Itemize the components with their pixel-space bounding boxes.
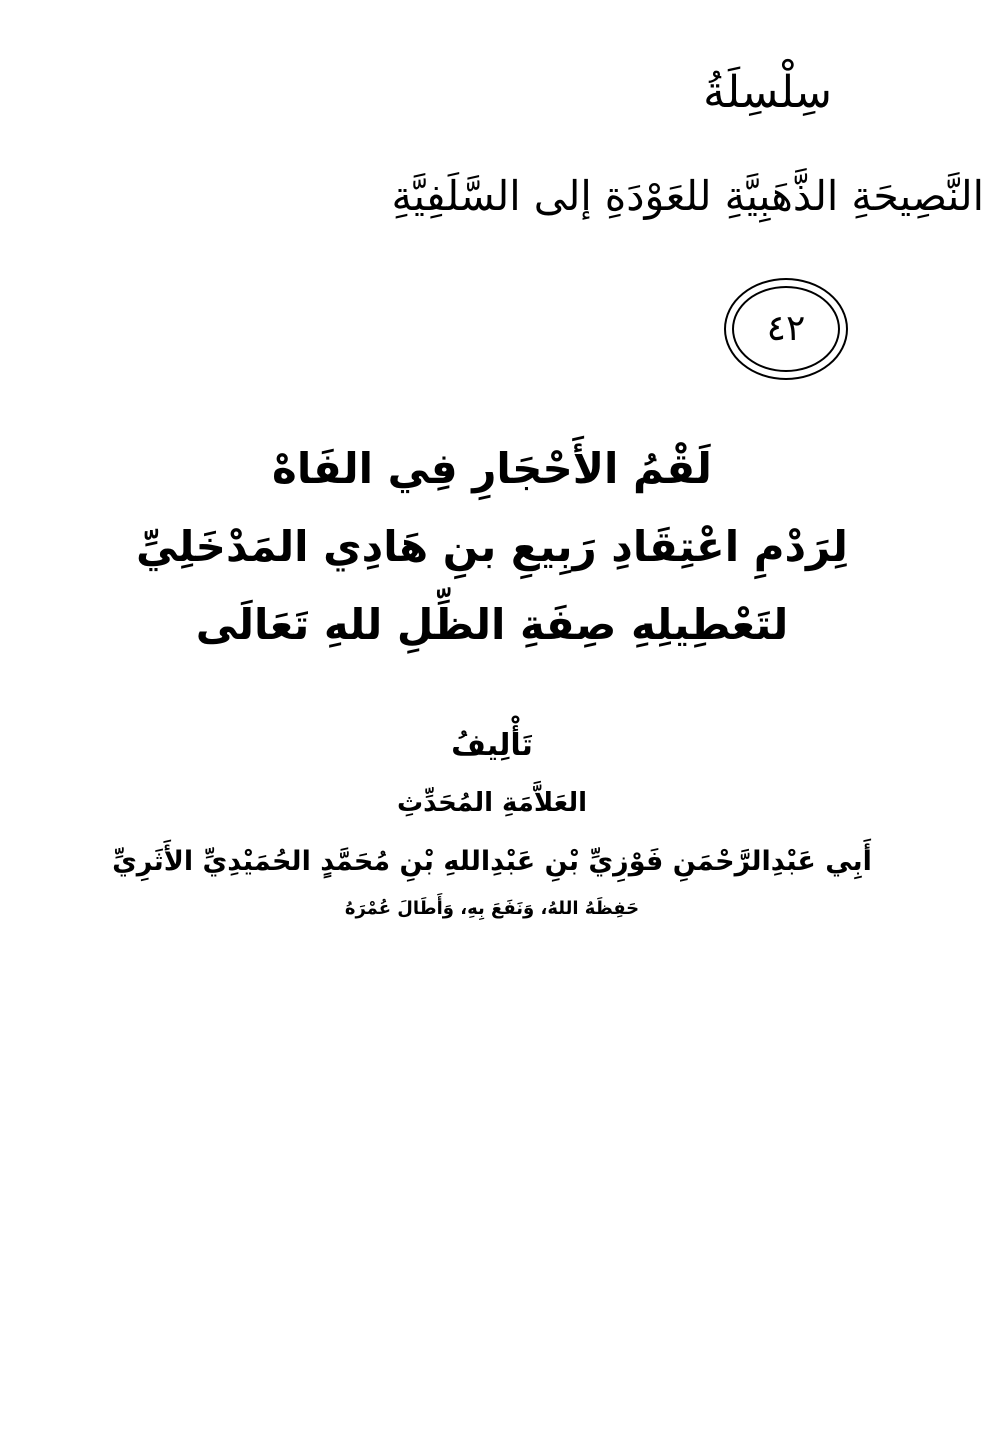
series-name: النَّصِيحَةِ الذَّهَبِيَّةِ للعَوْدَةِ إلى السَّلَفِيَّةِ <box>391 172 984 220</box>
series-number-badge <box>724 278 848 380</box>
series-number-inner-ring <box>732 286 840 372</box>
book-title <box>0 430 984 664</box>
author-prayer: حَفِظَهُ اللهُ، وَنَفَعَ بِهِ، وَأَطَالَ عُمْرَهُ <box>344 898 640 919</box>
book-title-line-3: لتَعْطِيلِهِ صِفَةِ الظِّلِ للهِ تَعَالَى <box>195 600 789 649</box>
book-title-line-1: لَقْمُ الأَحْجَارِ فِي الفَاهْ <box>272 444 712 493</box>
book-title-line-2: لِرَدْمِ اعْتِقَادِ رَبِيعِ بنِ هَادِي المَدْخَلِيِّ <box>136 522 848 571</box>
series-number: ٤٢ <box>766 308 806 349</box>
author-title: العَلاَّمَةِ المُحَدِّثِ <box>397 788 587 818</box>
author-name: أَبِي عَبْدِالرَّحْمَنِ فَوْزِيِّ بْنِ عَبْدِاللهِ بْنِ مُحَمَّدٍ الحُمَيْدِيِّ الأَثَرِيِّ <box>112 846 872 877</box>
author-section <box>0 718 984 926</box>
authorship-label: تَأْلِيفُ <box>451 728 533 763</box>
series-label: سِلْسِلَةُ <box>703 67 832 118</box>
